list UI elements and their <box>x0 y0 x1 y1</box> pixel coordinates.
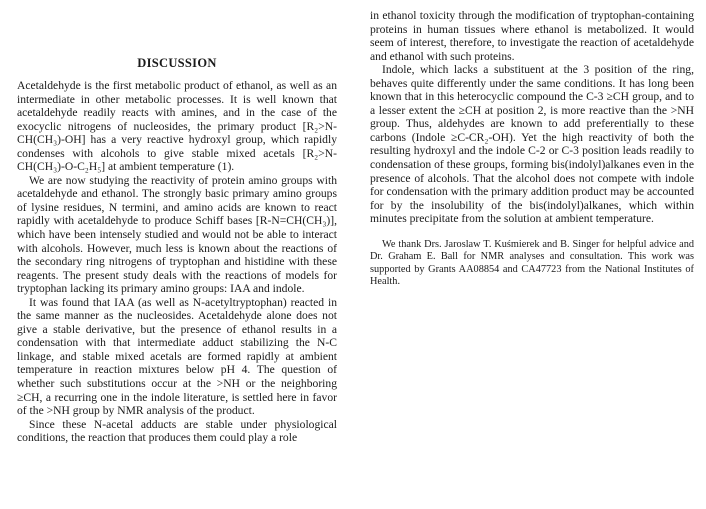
right-column <box>370 9 694 289</box>
paragraph-2: We are now studying the reactivity of protein amino groups with acetaldehyde and ethanol. The strongly basic primary amino groups of lysine residues, N termini, and amino acids are known to react rapidly with acetaldehyde to produce Schiff bases [R-N=CH(CH₃)], which have been intensely studied and would not be able to interact with alcohols. However, much less is known about the reactions of the secondary ring nitrogens of tryptophan and histidine with these reagents. The present study deals with the reactions of models for tryptophan lacking its primary amino groups: IAA and indole. <box>17 173 337 296</box>
paragraph-3: It was found that IAA (as well as N-acetyltryptophan) reacted in the same manner as the nucleosides. Acetaldehyde alone does not give a stable derivative, but the presence of ethanol results in a condensation with that intermediate adduct stabilizing the N-C linkage, and stable mixed acetals are formed rapidly at ambient temperature in reaction mixtures below pH 4. The question of whether such substitutions occur at the >NH or the neighboring ≥CH, a recurring one in the indole literature, is settled here in favor of the >NH group by NMR analysis of the product. <box>17 295 337 418</box>
left-column <box>17 79 337 445</box>
paragraph-5: in ethanol toxicity through the modification of tryptophan-containing proteins in human tissues where ethanol is metabolized. It would seem of interest, therefore, to investigate the reaction of acetaldehyde and ethanol with such proteins. <box>370 9 694 63</box>
paragraph-1: Acetaldehyde is the first metabolic product of ethanol, as well as an intermediate in other metabolic processes. It is well known that acetaldehyde readily reacts with amines, and in the case of the exocyclic nitrogens of nucleosides, the primary product [R₂>N-CH(CH₃)-OH] has a very reactive hydroxyl group, which rapidly condenses with alcohols to give stable mixed acetals [R₂>N-CH(CH₃)-O-C₂H₅] at ambient temperature (1). <box>17 79 337 174</box>
paragraph-4: Since these N-acetal adducts are stable under physiological conditions, the reaction that produces them could play a role <box>17 417 337 445</box>
paragraph-6: Indole, which lacks a substituent at the 3 position of the ring, behaves quite differently under the same conditions. It has long been known that in this heterocyclic compound the C-3 ≥CH group, and to a lesser extent the ≥CH at position 2, is more reactive than the >NH group. Thus, aldehydes are known to add preferentially to these carbons (Indole ≥C-CR₂-OH). Yet the high reactivity of both the resulting hydroxyl and the indole C-2 or C-3 position leads readily to condensation of these groups, forming bis(indolyl)alkanes even in the presence of alcohols. That the alcohol does not compete with indole for condensation with the primary addition product may be accounted for by the insolubility of the bis(indolyl)alkanes, which within minutes precipitate from the solution at ambient temperature. <box>370 63 694 226</box>
acknowledgments: We thank Drs. Jaroslaw T. Kuśmierek and B. Singer for helpful advice and Dr. Graham E. Ball for NMR analyses and consultation. This work was supported by Grants AA08854 and CA47723 from the National Institutes of Health. <box>370 238 694 288</box>
section-heading: DISCUSSION <box>137 56 217 70</box>
